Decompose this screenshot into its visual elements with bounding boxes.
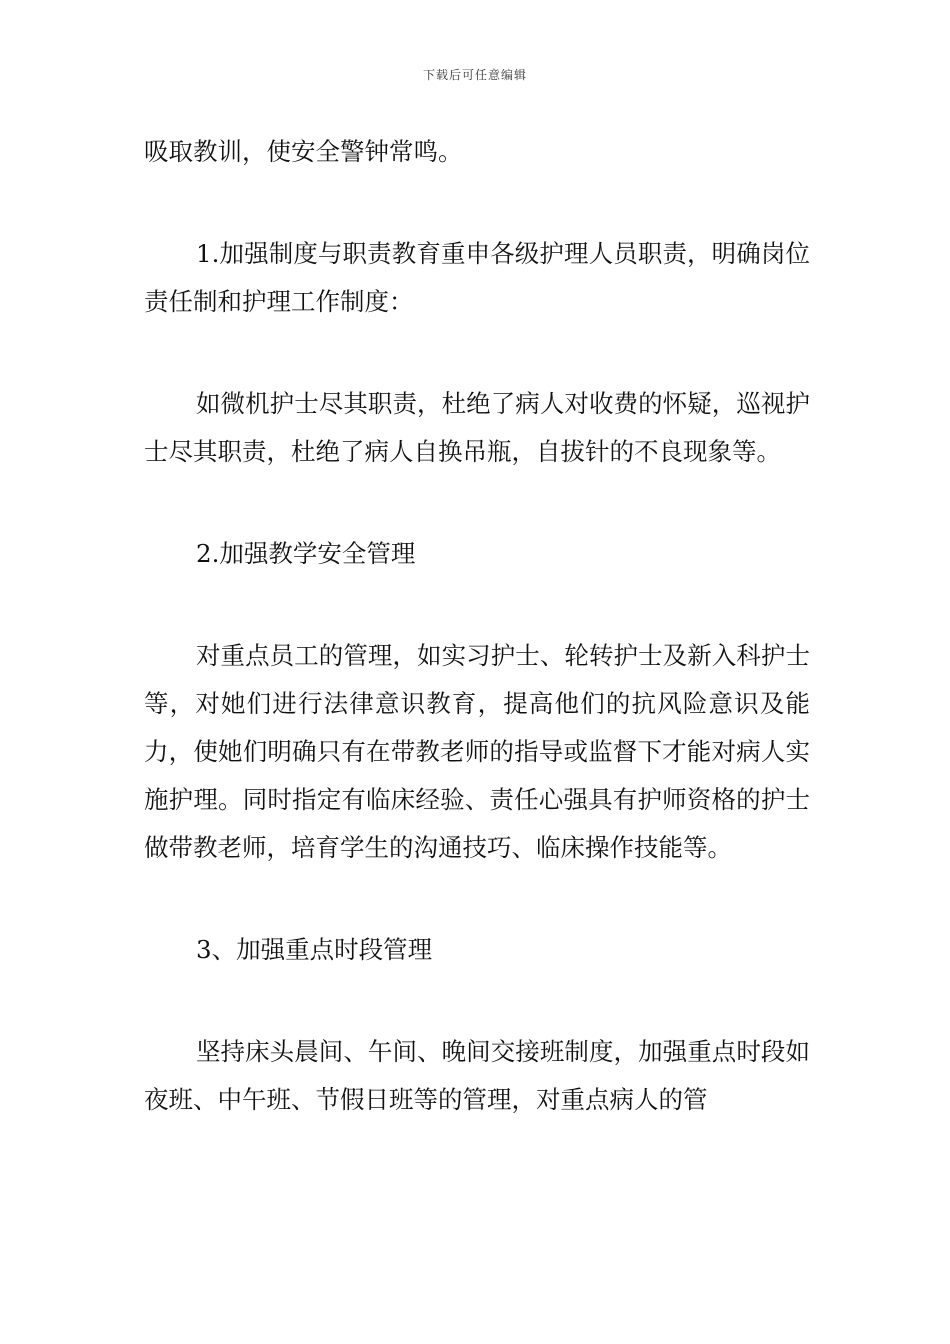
paragraph-section-1-body: 如微机护士尽其职责，杜绝了病人对收费的怀疑，巡视护士尽其职责，杜绝了病人自换吊瓶，自拔针的不良现象等。 bbox=[144, 389, 810, 466]
paragraph-section-3-body: 坚持床头晨间、午间、晚间交接班制度，加强重点时段如夜班、中午班、节假日班等的管理，对重点病人的管 bbox=[144, 1037, 810, 1114]
paragraph-section-2-body: 对重点员工的管理，如实习护士、轮转护士及新入科护士等，对她们进行法律意识教育，提高他们的抗风险意识及能力，使她们明确只有在带教老师的指导或监督下才能对病人实施护理。同时指定有临床经验、责任心强具有护师资格的护士做带教老师，培育学生的沟通技巧、临床操作技能等。 bbox=[144, 641, 810, 862]
paragraph-continuation: 吸取教训，使安全警钟常鸣。 bbox=[144, 137, 463, 166]
paragraph-section-3-heading: 3、加强重点时段管理 bbox=[196, 935, 433, 964]
paragraph-section-2-heading: 2.加强教学安全管理 bbox=[196, 539, 416, 568]
page-header-note: 下载后可任意编辑 bbox=[422, 68, 527, 82]
document-body bbox=[144, 128, 810, 1124]
paragraph-section-1-heading: 1.加强制度与职责教育重申各级护理人员职责，明确岗位责任制和护理工作制度： bbox=[144, 239, 810, 316]
